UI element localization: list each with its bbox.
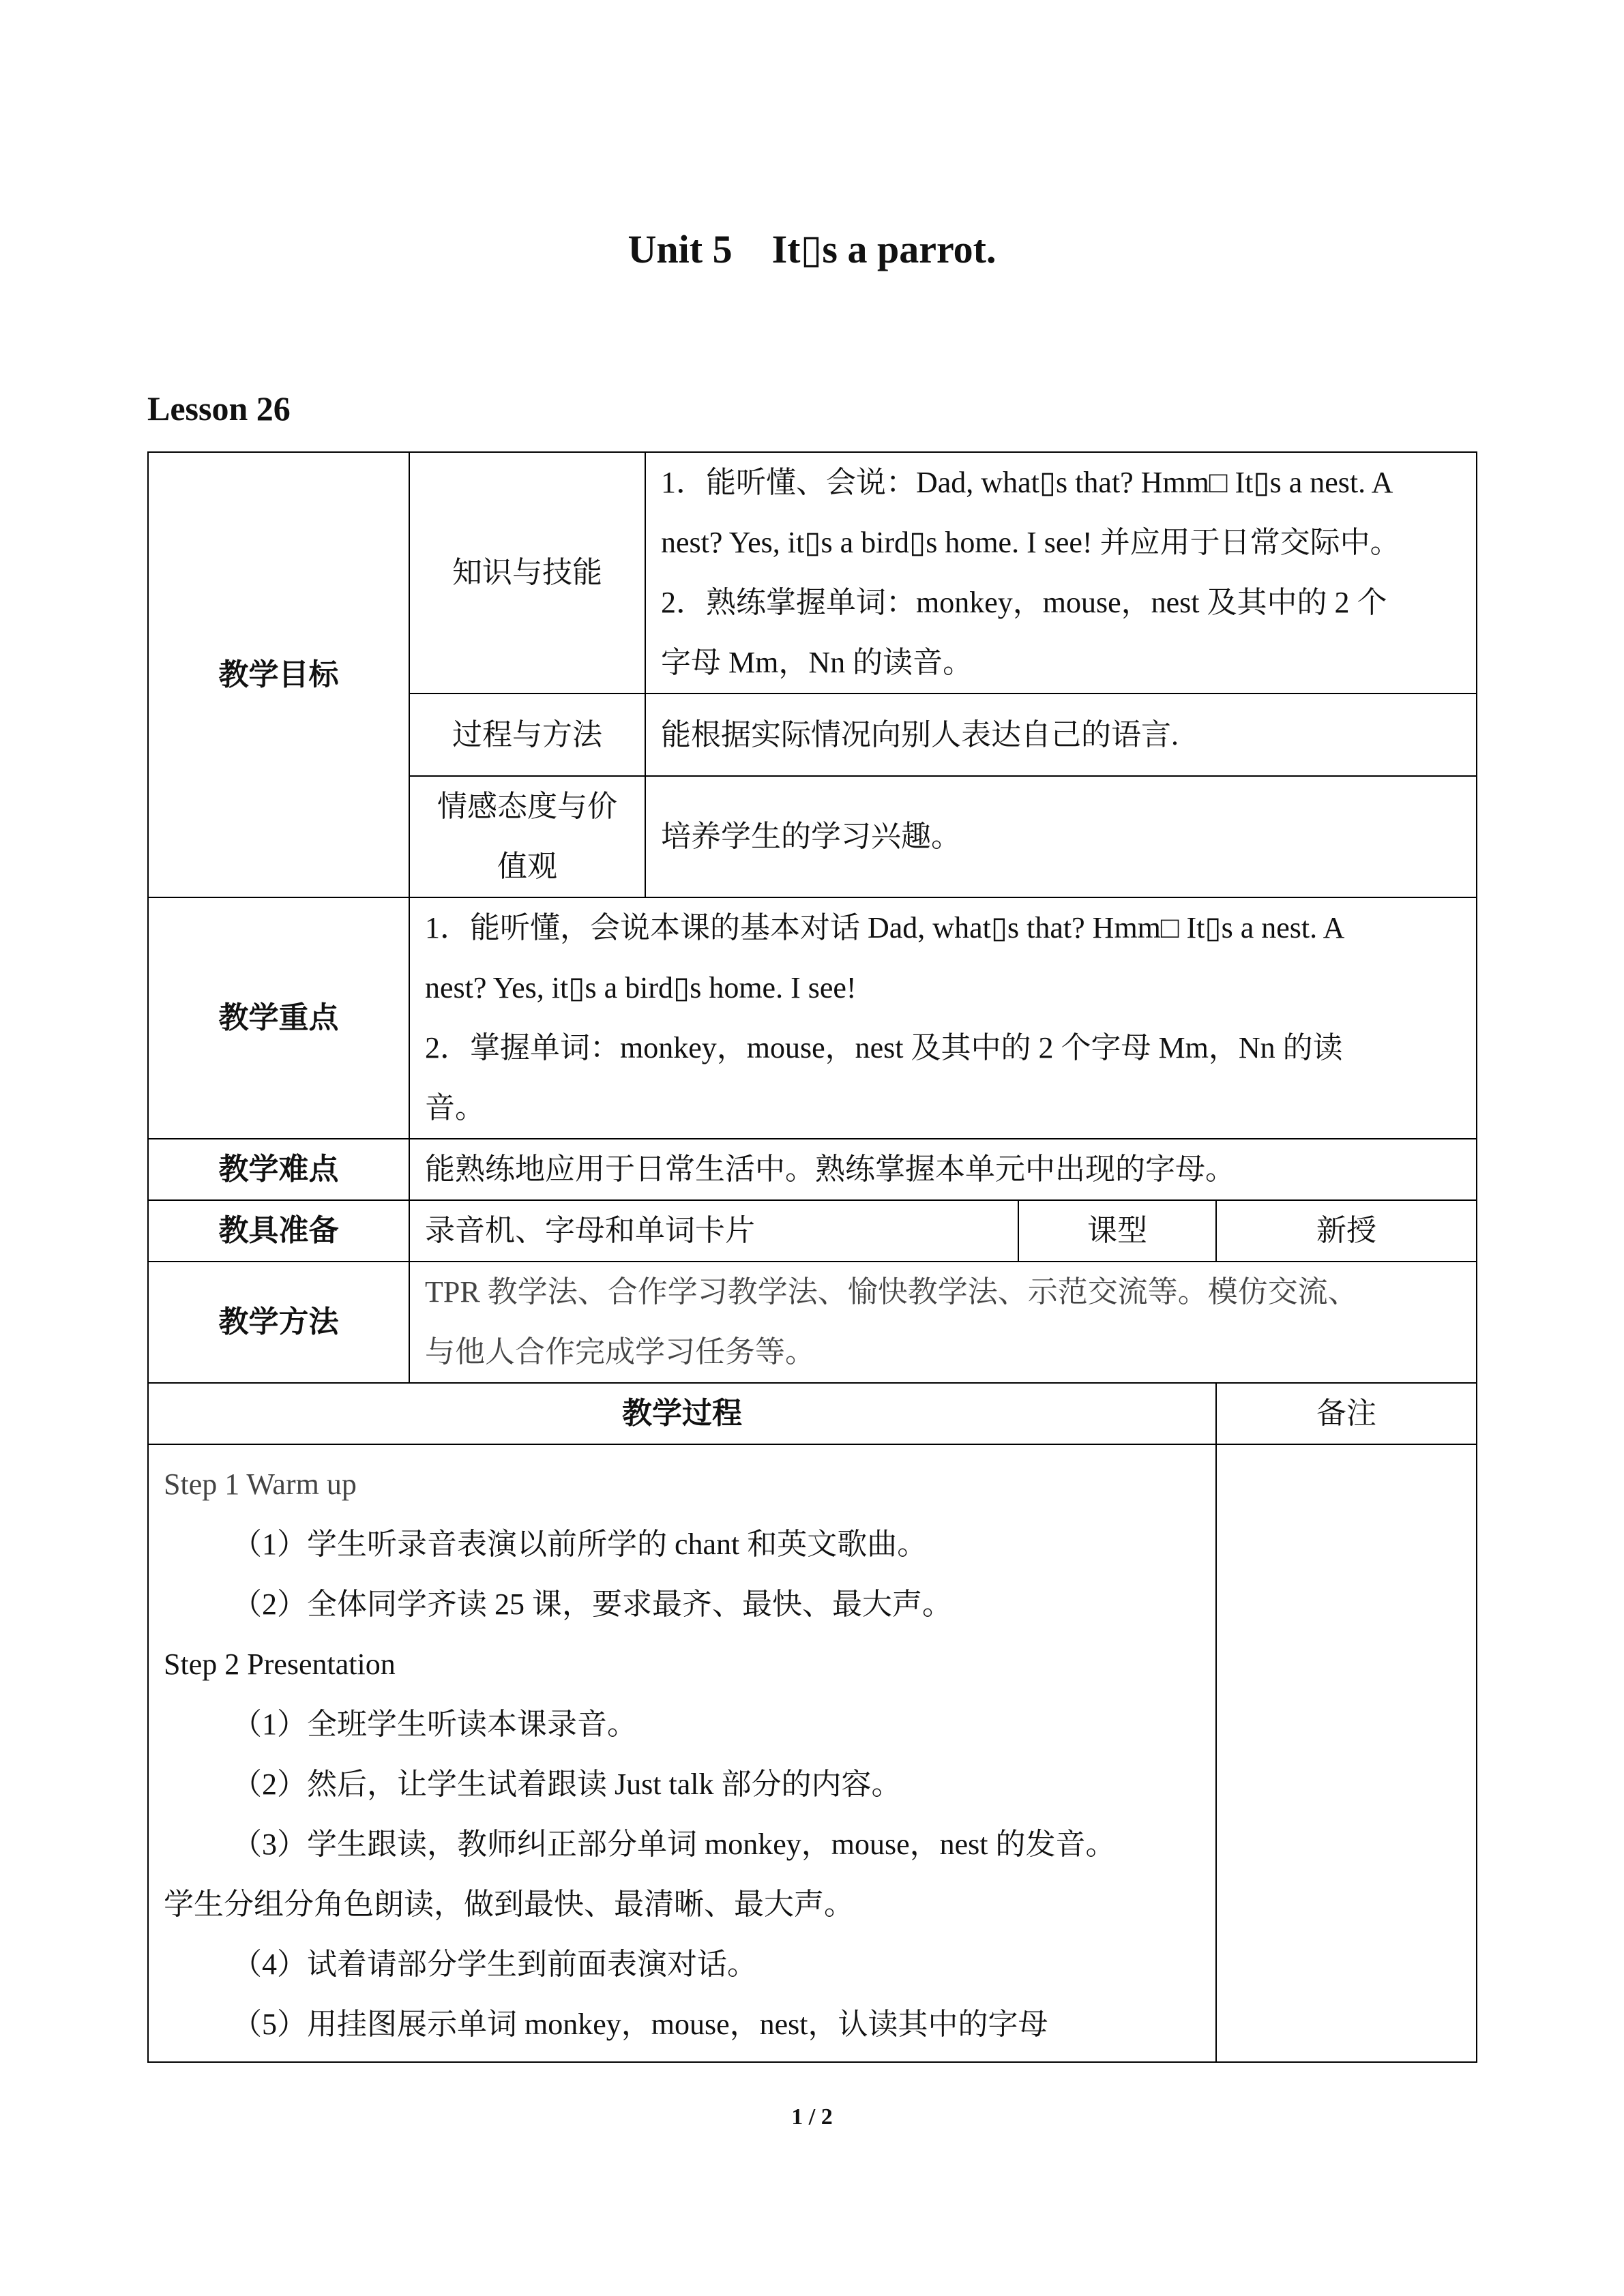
knowledge-line-3: 2．熟练掌握单词：monkey，mouse，nest 及其中的 2 个 [661, 586, 1387, 619]
step-2-heading: Step 2 Presentation [164, 1648, 396, 1681]
lesson-type-value: 新授 [1216, 1200, 1477, 1262]
process-method-label: 过程与方法 [409, 694, 645, 776]
knowledge-line-4: 字母 Mm，Nn 的读音。 [661, 646, 973, 679]
key-points-content [409, 897, 1477, 1139]
emotion-label-line-2: 值观 [497, 850, 557, 883]
process-content [148, 1444, 1216, 2062]
key-points-label: 教学重点 [148, 897, 409, 1139]
step-2-item-3: （3）学生跟读，教师纠正部分单词 monkey，mouse，nest 的发音。 [232, 1828, 1116, 1861]
step-2-item-4: （4）试着请部分学生到前面表演对话。 [232, 1948, 757, 1981]
lesson-type-label: 课型 [1018, 1200, 1216, 1262]
process-header: 教学过程 [148, 1383, 1216, 1444]
difficulties-label: 教学难点 [148, 1139, 409, 1200]
notes-content [1216, 1444, 1477, 2062]
step-2-item-5: （5）用挂图展示单词 monkey，mouse，nest，认读其中的字母 [232, 2008, 1048, 2041]
knowledge-content [645, 452, 1477, 694]
key-points-line-1: 1．能听懂，会说本课的基本对话 Dad, what▯s that? Hmm□ It▯s a nest. A [425, 911, 1345, 944]
key-points-line-4: 音。 [425, 1091, 485, 1124]
methods-line-1: TPR 教学法、合作学习教学法、愉快教学法、示范交流等。模仿交流、 [425, 1275, 1358, 1309]
methods-content [409, 1262, 1477, 1383]
step-1-item-2: （2）全体同学齐读 25 课，要求最齐、最快、最大声。 [232, 1587, 952, 1621]
emotion-label [409, 776, 645, 897]
tools-label: 教具准备 [148, 1200, 409, 1262]
step-2-item-2: （2）然后，让学生试着跟读 Just talk 部分的内容。 [232, 1768, 902, 1801]
lesson-plan-table [147, 451, 1477, 2063]
methods-line-2: 与他人合作完成学习任务等。 [425, 1335, 815, 1369]
emotion-content: 培养学生的学习兴趣。 [645, 776, 1477, 897]
step-2-item-3-cont: 学生分组分角色朗读，做到最快、最清晰、最大声。 [164, 1888, 854, 1921]
lesson-heading: Lesson 26 [147, 389, 291, 428]
knowledge-label: 知识与技能 [409, 452, 645, 694]
step-1-heading: Step 1 Warm up [164, 1467, 357, 1501]
methods-label: 教学方法 [148, 1262, 409, 1383]
step-1-item-1: （1）学生听录音表演以前所学的 chant 和英文歌曲。 [232, 1527, 928, 1561]
difficulties-content: 能熟练地应用于日常生活中。熟练掌握本单元中出现的字母。 [409, 1139, 1477, 1200]
notes-header: 备注 [1216, 1383, 1477, 1444]
step-2-item-1: （1）全班学生听读本课录音。 [232, 1708, 637, 1741]
emotion-label-line-1: 情感态度与价 [437, 790, 617, 823]
key-points-line-2: nest? Yes, it▯s a bird▯s home. I see! [425, 971, 857, 1004]
tools-content: 录音机、字母和单词卡片 [409, 1200, 1018, 1262]
objectives-label: 教学目标 [148, 452, 409, 897]
page-number: 1 / 2 [791, 2104, 833, 2130]
knowledge-line-1: 1．能听懂、会说：Dad, what▯s that? Hmm□ It▯s a nest. A [661, 466, 1393, 499]
knowledge-line-2: nest? Yes, it▯s a bird▯s home. I see! 并应用于日常交际中。 [661, 526, 1400, 559]
key-points-line-3: 2．掌握单词：monkey，mouse，nest 及其中的 2 个字母 Mm，Nn 的读 [425, 1031, 1343, 1064]
page-title: Unit 5 It▯s a parrot. [628, 227, 996, 271]
process-method-content: 能根据实际情况向别人表达自己的语言. [645, 694, 1477, 776]
